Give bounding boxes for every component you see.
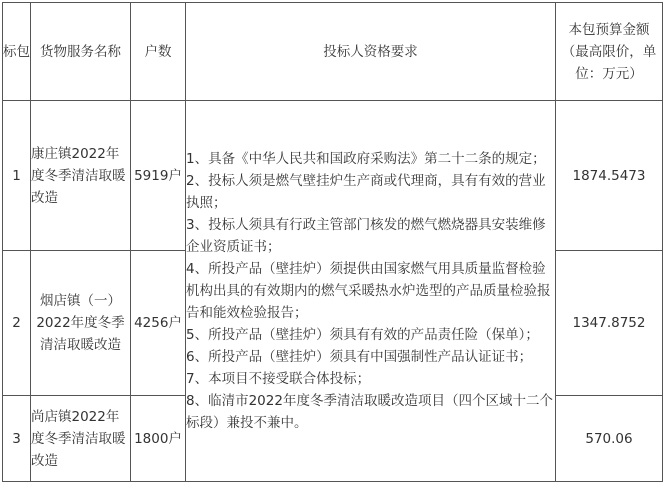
requirement-item: 3、投标人须具有行政主管部门核发的燃气燃烧器具安装维修企业资质证书； [186,217,546,255]
requirements-cell [186,101,556,482]
row-households: 5919户 [131,101,186,251]
tender-table [2,2,663,482]
header-section: 标包 [3,3,31,101]
requirement-item: 7、本项目不接受联合体投标； [186,371,371,387]
requirement-item: 4、所投产品（壁挂炉）须提供由国家燃气用具质量监督检验机构出具的有效期内的燃气采暖热水炉选型的产品质量检验报告和能效检验报告； [186,261,551,321]
row-service: 尚店镇2022年度冬季清洁取暖改造 [31,396,131,482]
row-households: 1800户 [131,396,186,482]
row-section: 2 [3,251,31,396]
requirement-item: 6、所投产品（壁挂炉）须具有中国强制性产品认证证书； [186,349,533,365]
row-budget: 1874.5473 [556,101,663,251]
header-service: 货物服务名称 [31,3,131,101]
row-households: 4256户 [131,251,186,396]
row-section: 1 [3,101,31,251]
header-households: 户数 [131,3,186,101]
table-row [3,101,663,251]
header-row [3,3,663,101]
row-budget: 1347.8752 [556,251,663,396]
row-service: 康庄镇2022年度冬季清洁取暖改造 [31,101,131,251]
row-section: 3 [3,396,31,482]
requirement-item: 2、投标人须是燃气壁挂炉生产商或代理商，具有有效的营业执照； [186,173,546,211]
requirement-item: 8、临清市2022年度冬季清洁取暖改造项目（四个区域十二个标段）兼投不兼中。 [186,393,553,431]
row-budget: 570.06 [556,396,663,482]
row-service: 烟店镇（一）2022年度冬季清洁取暖改造 [31,251,131,396]
requirement-item: 5、所投产品（壁挂炉）须具有有效的产品责任险（保单）； [186,327,539,343]
requirement-item: 1、具备《中华人民共和国政府采购法》第二十二条的规定； [186,151,546,167]
header-budget: 本包预算金额（最高限价，单位：万元） [556,3,663,101]
header-requirements: 投标人资格要求 [186,3,556,101]
